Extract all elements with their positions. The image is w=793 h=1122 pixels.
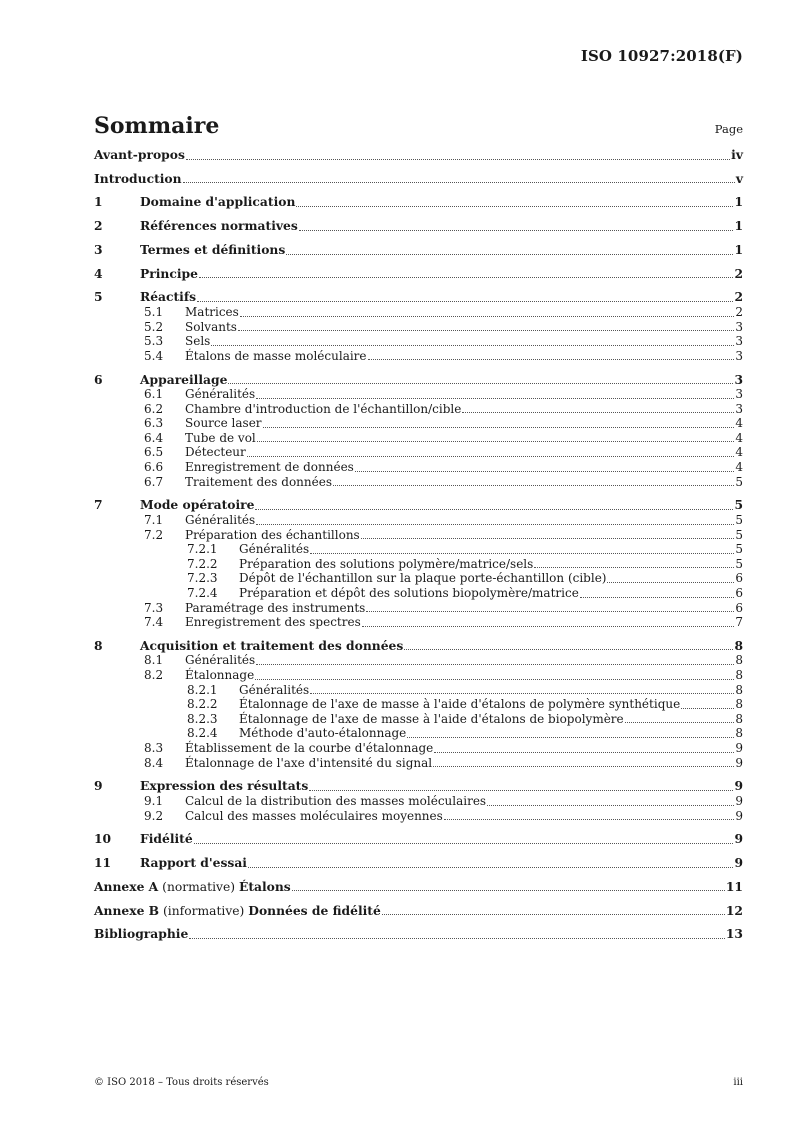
toc-entry[interactable] [94,267,743,282]
table-of-contents [94,148,743,942]
dot-leader [211,345,734,346]
dot-leader [404,649,733,650]
toc-entry[interactable] [94,305,743,320]
toc-entry-number: 1 [94,194,103,210]
toc-entry-page: 7 [735,615,743,630]
dot-leader [228,383,733,384]
dot-leader [256,398,734,399]
toc-entry-page: 6 [735,571,743,586]
toc-entry-page: 4 [735,460,743,475]
toc-entry[interactable] [94,615,743,630]
toc-entry-title: Annexe A (normative) Étalons [94,878,291,894]
toc-entry-number: 8.4 [144,755,164,770]
toc-entry-title: Généralités [185,513,256,527]
toc-entry[interactable] [94,542,743,557]
toc-entry-page: 9 [734,855,743,871]
toc-entry-number: 7.2.1 [187,542,218,557]
toc-entry[interactable] [94,794,743,809]
toc-entry[interactable] [94,904,743,919]
toc-entry-title: Termes et définitions [140,241,286,257]
toc-entry[interactable] [94,460,743,475]
toc-entry-page: 2 [734,265,743,281]
toc-entry-page: 3 [735,319,743,334]
toc-entry-number: 7.4 [144,615,164,630]
toc-entry-title: Sels [185,334,211,349]
toc-entry-page: 1 [734,218,743,234]
toc-entry[interactable] [94,653,743,668]
toc-entry-number: 6.5 [144,445,164,460]
dot-leader [255,509,733,510]
toc-entry-title: Méthode d'auto-étalonnage [239,726,407,741]
toc-entry-number: 8.1 [144,653,164,668]
toc-entry-title: Étalonnage [185,668,255,683]
toc-entry-title: Enregistrement de données [185,460,354,475]
dot-leader [199,277,734,278]
toc-entry-page: 5 [735,556,743,571]
toc-entry-page: 8 [734,637,743,653]
toc-entry-title: Solvants [185,319,237,334]
toc-entry-number: 8.2 [144,668,164,683]
toc-entry-number: 6.7 [144,474,164,489]
toc-entry-title: Tube de vol [185,430,256,445]
dot-leader [310,553,734,554]
toc-entry[interactable] [94,601,743,616]
toc-entry[interactable] [94,172,743,187]
dot-leader [257,441,735,442]
dot-leader [247,456,735,457]
toc-entry-page: 8 [735,668,743,683]
toc-entry-title: Dépôt de l'échantillon sur la plaque porte-échantillon (cible) [239,571,607,586]
dot-leader [382,914,725,915]
toc-entry-page: 5 [735,474,743,489]
toc-entry-number: 5.2 [144,319,164,334]
toc-entry-number: 8.2.2 [187,697,218,712]
toc-entry[interactable] [94,320,743,335]
toc-entry-page: 3 [735,334,743,349]
toc-entry-page: 9 [735,755,743,770]
toc-entry[interactable] [94,373,743,388]
toc-entry-page: 9 [735,741,743,756]
toc-entry[interactable] [94,586,743,601]
toc-entry-page: 1 [734,194,743,210]
toc-entry[interactable] [94,431,743,446]
toc-entry-page: 8 [735,711,743,726]
dot-leader [434,752,734,753]
toc-entry-title: Préparation des solutions polymère/matrice/sels [239,556,534,571]
toc-entry-page: 9 [735,808,743,823]
toc-entry[interactable] [94,445,743,460]
toc-entry-page: 8 [735,726,743,741]
toc-entry-page: iv [731,147,743,162]
toc-entry[interactable] [94,809,743,824]
toc-entry-title: Calcul de la distribution des masses moléculaires [185,793,487,808]
toc-entry-number: 7 [94,497,103,513]
toc-entry-title: Étalons de masse moléculaire [185,348,367,363]
toc-entry-number: 6.1 [144,387,164,402]
toc-entry-page: 3 [735,387,743,402]
toc-entry-title: Généralités [185,387,256,402]
page-column-label: Page [714,122,743,136]
toc-entry[interactable] [94,856,743,871]
dot-leader [256,524,734,525]
toc-entry-title: Calcul des masses moléculaires moyennes [185,808,443,823]
toc-entry-title: Acquisition et traitement des données [140,637,404,653]
toc-entry-number: 6.4 [144,430,164,445]
toc-entry[interactable] [94,349,743,364]
toc-entry[interactable] [94,726,743,741]
dot-leader [368,359,735,360]
toc-entry[interactable] [94,927,743,942]
dot-leader [194,843,734,844]
toc-entry-title: Principe [140,265,198,281]
toc-entry[interactable] [94,290,743,305]
dot-leader [240,316,735,317]
toc-entry-page: 4 [735,416,743,431]
page-footer [94,1077,743,1088]
toc-entry-number: 6 [94,371,103,387]
toc-entry-title: Généralités [185,653,256,668]
toc-entry-page: 2 [734,289,743,305]
toc-entry-page: 9 [734,831,743,847]
toc-entry-page: 8 [735,653,743,668]
toc-entry-title: Références normatives [140,218,298,234]
toc-entry[interactable] [94,416,743,431]
dot-leader [183,182,735,183]
page-title: Sommaire [94,113,220,139]
toc-entry-page: 5 [734,497,743,513]
toc-entry-number: 7.2.4 [187,585,218,600]
toc-entry[interactable] [94,528,743,543]
dot-leader [333,485,734,486]
dot-leader [534,567,734,568]
toc-entry[interactable] [94,639,743,654]
copyright-notice: © ISO 2018 – Tous droits réservés [94,1077,269,1088]
toc-entry-number: 4 [94,265,103,281]
dot-leader [362,626,735,627]
toc-entry[interactable] [94,832,743,847]
toc-entry[interactable] [94,219,743,234]
toc-entry-title: Mode opératoire [140,497,255,513]
toc-entry-title: Généralités [239,682,310,697]
toc-entry[interactable] [94,243,743,258]
toc-entry-number: 10 [94,831,112,847]
dot-leader [238,330,734,331]
toc-entry-title: Avant-propos [94,147,185,162]
toc-entry[interactable] [94,779,743,794]
toc-entry-title: Annexe B (informative) Données de fidélité [94,902,381,918]
toc-entry-number: 6.2 [144,401,164,416]
toc-entry-title: Enregistrement des spectres [185,615,361,630]
toc-entry-page: 8 [735,697,743,712]
toc-entry-title: Rapport d'essai [140,855,247,871]
toc-entry-title: Étalonnage de l'axe de masse à l'aide d'étalons de polymère synthétique [239,697,681,712]
toc-entry-title: Préparation et dépôt des solutions biopolymère/matrice [239,585,579,600]
toc-entry-number: 6.3 [144,416,164,431]
toc-entry[interactable] [94,195,743,210]
toc-entry-page: 4 [735,445,743,460]
toc-entry-number: 9 [94,778,103,794]
toc-entry[interactable] [94,557,743,572]
toc-entry-number: 7.2.2 [187,556,218,571]
toc-entry-page: 3 [735,348,743,363]
toc-entry-title: Étalonnage de l'axe de masse à l'aide d'étalons de biopolymère [239,711,624,726]
toc-entry[interactable] [94,475,743,490]
toc-entry[interactable] [94,387,743,402]
dot-leader [487,805,734,806]
dot-leader [292,890,725,891]
toc-entry-title: Étalonnage de l'axe d'intensité du signal [185,755,433,770]
toc-entry-title: Détecteur [185,445,246,460]
toc-entry-number: 11 [94,855,112,871]
toc-entry-number: 8.3 [144,741,164,756]
toc-entry-page: 3 [735,401,743,416]
toc-entry-number: 7.2 [144,527,164,542]
toc-entry[interactable] [94,148,743,163]
toc-heading [94,113,743,139]
dot-leader [625,722,735,723]
dot-leader [309,790,733,791]
toc-entry-page: 9 [735,793,743,808]
toc-entry[interactable] [94,712,743,727]
toc-entry-number: 7.1 [144,513,164,527]
dot-leader [189,938,725,939]
dot-leader [299,230,734,231]
toc-entry-number: 9.1 [144,793,164,808]
toc-entry[interactable] [94,683,743,698]
dot-leader [310,693,734,694]
toc-entry-number: 8 [94,637,103,653]
toc-entry-number: 2 [94,218,103,234]
dot-leader [286,254,733,255]
document-reference: ISO 10927:2018(F) [580,47,743,65]
toc-entry-number: 7.3 [144,600,164,615]
dot-leader [263,427,735,428]
toc-entry[interactable] [94,741,743,756]
toc-entry-number: 5 [94,289,103,305]
toc-entry-page: 1 [734,241,743,257]
toc-entry-title: Généralités [239,542,310,557]
dot-leader [255,679,734,680]
toc-entry-page: 5 [735,527,743,542]
toc-entry-title: Traitement des données [185,474,332,489]
toc-entry-number: 3 [94,241,103,257]
toc-entry-page: 5 [735,542,743,557]
toc-entry-page: 6 [735,585,743,600]
toc-entry-page: 9 [734,778,743,794]
page-number: iii [733,1077,743,1088]
toc-entry-title: Introduction [94,170,182,186]
toc-entry[interactable] [94,756,743,771]
toc-entry-number: 8.2.1 [187,682,218,697]
toc-entry-title: Source laser [185,416,262,431]
toc-entry-page: 8 [735,682,743,697]
toc-entry[interactable] [94,697,743,712]
toc-entry[interactable] [94,513,743,528]
toc-entry-number: 9.2 [144,808,164,823]
toc-entry[interactable] [94,498,743,513]
dot-leader [366,611,734,612]
toc-entry-number: 5.3 [144,334,164,349]
toc-entry-title: Fidélité [140,831,193,847]
toc-entry-title: Expression des résultats [140,778,309,794]
toc-entry-number: 8.2.4 [187,726,218,741]
toc-entry-number: 5.1 [144,305,164,319]
dot-leader [296,206,733,207]
toc-entry-page: 4 [735,430,743,445]
toc-entry-title: Établissement de la courbe d'étalonnage [185,741,434,756]
dot-leader [433,766,734,767]
toc-entry-title: Matrices [185,305,239,319]
dot-leader [444,819,735,820]
toc-entry-title: Réactifs [140,289,197,305]
dot-leader [361,538,735,539]
dot-leader [197,301,733,302]
toc-entry-page: 2 [735,305,743,319]
dot-leader [462,412,734,413]
dot-leader [248,867,733,868]
toc-entry-title: Paramétrage des instruments [185,600,366,615]
toc-entry-number: 7.2.3 [187,571,218,586]
toc-entry-page: 13 [725,926,743,942]
toc-entry-title: Bibliographie [94,926,189,942]
toc-entry-page: 12 [725,902,743,918]
toc-entry-title: Préparation des échantillons [185,527,360,542]
dot-leader [407,737,734,738]
dot-leader [580,597,735,598]
toc-entry[interactable] [94,880,743,895]
dot-leader [607,582,734,583]
toc-entry-title: Appareillage [140,371,228,387]
toc-entry-number: 8.2.3 [187,711,218,726]
toc-entry[interactable] [94,334,743,349]
dot-leader [186,159,730,160]
toc-entry-page: v [735,170,743,186]
toc-entry-title: Chambre d'introduction de l'échantillon/cible [185,401,462,416]
toc-entry-page: 11 [725,878,743,894]
toc-entry-number: 5.4 [144,348,164,363]
toc-entry[interactable] [94,402,743,417]
toc-entry-page: 3 [734,371,743,387]
dot-leader [681,708,734,709]
toc-entry-page: 5 [735,513,743,527]
toc-entry-title: Domaine d'application [140,194,296,210]
dot-leader [256,664,734,665]
toc-entry[interactable] [94,668,743,683]
toc-entry-number: 6.6 [144,460,164,475]
toc-entry[interactable] [94,571,743,586]
toc-entry-page: 6 [735,600,743,615]
dot-leader [355,471,735,472]
